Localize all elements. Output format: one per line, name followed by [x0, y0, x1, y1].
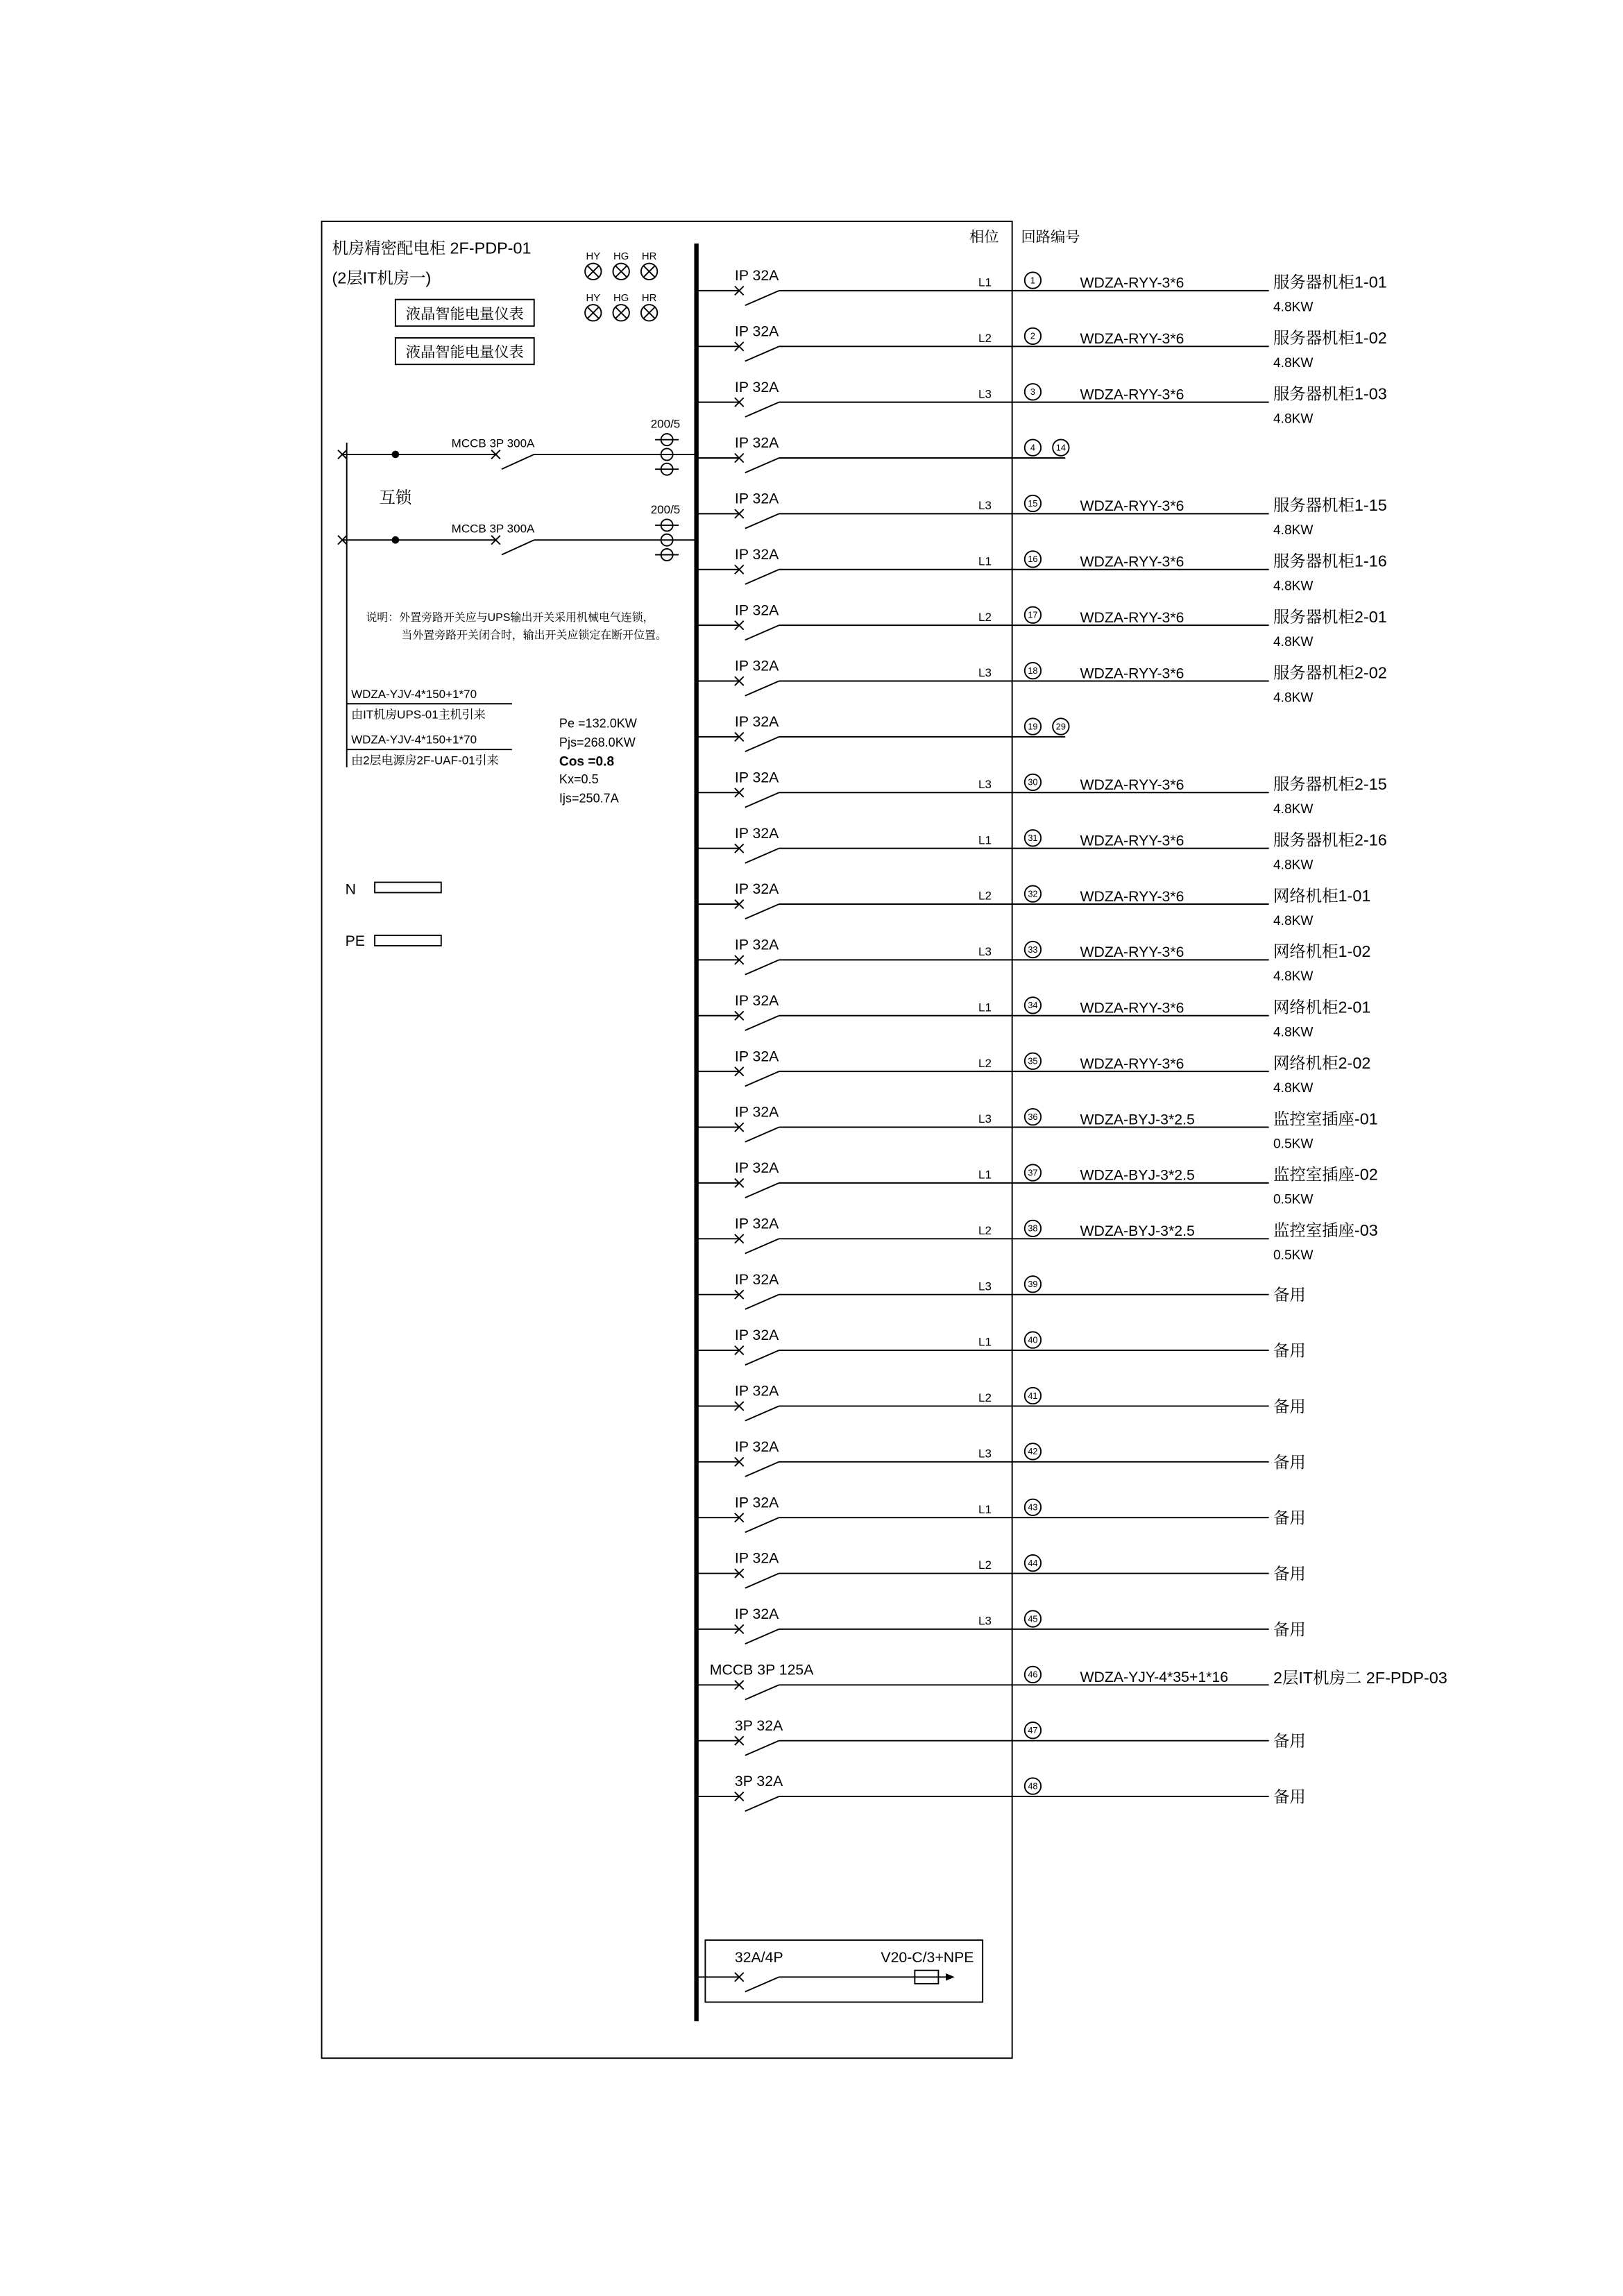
circuit-row	[697, 825, 1387, 873]
breaker-moving-contact	[745, 1071, 779, 1086]
lamp-cross-mark	[615, 307, 627, 318]
breaker-label: IP 32A	[734, 1215, 779, 1232]
circuit-number: 37	[1028, 1167, 1038, 1178]
breaker-moving-contact	[745, 960, 779, 974]
breaker-label: IP 32A	[734, 769, 779, 786]
phase-column-header: 相位	[969, 228, 999, 246]
phase-label: L2	[978, 610, 992, 624]
circuit-number: 2	[1030, 330, 1035, 341]
breaker-moving-contact	[502, 454, 534, 469]
phase-label: L1	[978, 554, 992, 568]
incoming-breaker-label: MCCB 3P 300A	[451, 522, 535, 536]
load-name: 网络机柜1-02	[1273, 942, 1371, 961]
breaker-moving-contact	[745, 625, 779, 640]
load-power: 4.8KW	[1273, 690, 1314, 706]
breaker-label: 3P 32A	[734, 1717, 783, 1734]
phase-label: L2	[978, 1391, 992, 1405]
lamp-cross-mark	[615, 266, 627, 278]
circuit-number: 3	[1030, 386, 1035, 398]
load-name: 网络机柜2-01	[1273, 998, 1371, 1017]
load-calc-cos: Cos =0.8	[559, 754, 615, 769]
circuit-row	[697, 546, 1387, 594]
circuit-number: 19	[1028, 721, 1038, 732]
circuit-row	[697, 1717, 1306, 1755]
breaker-moving-contact	[745, 1239, 779, 1253]
circuit-number: 31	[1028, 833, 1038, 844]
breaker-moving-contact	[502, 540, 534, 554]
load-name: 服务器机柜1-02	[1273, 329, 1387, 348]
breaker-label: IP 32A	[734, 1438, 779, 1455]
load-name: 备用	[1273, 1565, 1306, 1583]
circuit-number: 45	[1028, 1613, 1038, 1624]
cable-type: WDZA-RYY-3*6	[1080, 832, 1184, 849]
lamp-cross-mark	[643, 266, 655, 278]
load-name: 监控室插座-02	[1273, 1165, 1378, 1184]
load-name: 服务器机柜1-16	[1273, 552, 1387, 570]
power-meters	[396, 300, 534, 365]
phase-label: L3	[978, 387, 992, 401]
load-name: 监控室插座-03	[1273, 1221, 1378, 1240]
load-power: 4.8KW	[1273, 913, 1314, 928]
incoming-cable-type: WDZA-YJV-4*150+1*70	[351, 733, 477, 747]
breaker-moving-contact	[745, 1406, 779, 1420]
circuit-number: 44	[1028, 1557, 1038, 1568]
circuit-row	[697, 1271, 1306, 1309]
pe-bar	[375, 935, 441, 946]
load-name: 备用	[1273, 1397, 1306, 1415]
breaker-label: IP 32A	[734, 267, 779, 284]
cable-type: WDZA-RYY-3*6	[1080, 944, 1184, 961]
circuit-row	[697, 1606, 1306, 1644]
cable-type: WDZA-RYY-3*6	[1080, 498, 1184, 515]
surge-arrester-arrow	[946, 1973, 955, 1981]
load-name: 服务器机柜2-02	[1273, 663, 1387, 682]
load-power: 0.5KW	[1273, 1192, 1314, 1207]
incoming-feeders	[338, 418, 697, 767]
cable-type: WDZA-RYY-3*6	[1080, 1055, 1184, 1072]
breaker-label: IP 32A	[734, 1606, 779, 1623]
phase-label: L1	[978, 1335, 992, 1349]
circuit-number: 47	[1028, 1725, 1038, 1736]
phase-label: L2	[978, 331, 992, 345]
lamp-label: HG	[613, 251, 629, 263]
interlock-label: 互锁	[379, 488, 412, 507]
circuit-number: 30	[1028, 776, 1038, 788]
breaker-label: IP 32A	[734, 1103, 779, 1121]
incoming-breaker-label: MCCB 3P 300A	[451, 436, 535, 450]
load-name: 2层IT机房二 2F-PDP-03	[1273, 1669, 1447, 1687]
breaker-moving-contact	[745, 346, 779, 361]
breaker-label: IP 32A	[734, 1270, 779, 1288]
lamp-label: HR	[641, 292, 657, 304]
load-power: 4.8KW	[1273, 634, 1314, 649]
lamp-label: HR	[641, 251, 657, 263]
load-name: 备用	[1273, 1787, 1306, 1806]
circuit-row	[697, 1215, 1378, 1263]
breaker-moving-contact	[745, 1517, 779, 1532]
phase-label: L2	[978, 1223, 992, 1237]
current-transformer-label: 200/5	[650, 417, 681, 431]
load-power: 4.8KW	[1273, 802, 1314, 817]
load-name: 备用	[1273, 1732, 1306, 1751]
circuit-row	[697, 323, 1387, 371]
lamp-label: HY	[586, 292, 601, 304]
load-power: 0.5KW	[1273, 1248, 1314, 1264]
breaker-moving-contact	[745, 570, 779, 584]
breaker-moving-contact	[745, 1128, 779, 1142]
circuit-number: 40	[1028, 1334, 1038, 1345]
cable-type: WDZA-RYY-3*6	[1080, 609, 1184, 626]
circuit-number: 32	[1028, 888, 1038, 899]
panel-frame	[322, 221, 1012, 2058]
circuit-row	[697, 1104, 1378, 1152]
circuit-row	[697, 1661, 1447, 1699]
phase-label: L1	[978, 275, 992, 289]
breaker-label: IP 32A	[734, 1382, 779, 1400]
phase-label: L3	[978, 499, 992, 513]
load-calc-ijs: Ijs=250.7A	[559, 791, 619, 806]
breaker-label: IP 32A	[734, 1327, 779, 1344]
circuit-number: 17	[1028, 609, 1038, 620]
phase-label: L1	[978, 833, 992, 847]
circuit-number-column-header: 回路编号	[1021, 228, 1080, 246]
lamp-cross-mark	[588, 266, 600, 278]
load-name: 服务器机柜2-16	[1273, 831, 1387, 849]
breaker-label: IP 32A	[734, 881, 779, 898]
panel-title: 机房精密配电柜 2F-PDP-01	[332, 239, 532, 257]
phase-label: L3	[978, 1112, 992, 1126]
load-calc-pjs: Pjs=268.0KW	[559, 735, 636, 749]
spd-breaker-moving-contact	[745, 1977, 779, 1991]
circuit-row	[697, 602, 1387, 649]
breaker-moving-contact	[745, 681, 779, 696]
breaker-label: IP 32A	[734, 657, 779, 674]
lamp-label: HG	[613, 292, 629, 304]
breaker-label: IP 32A	[734, 936, 779, 953]
load-name: 服务器机柜2-15	[1273, 775, 1387, 794]
load-power: 4.8KW	[1273, 1025, 1314, 1040]
spd-model-label: V20-C/3+NPE	[881, 1949, 974, 1966]
circuit-row	[697, 992, 1371, 1040]
incoming-source: 由IT机房UPS-01主机引来	[351, 708, 486, 722]
load-calc-pe: Pe =132.0KW	[559, 716, 637, 731]
phase-label: L3	[978, 777, 992, 791]
circuit-row	[697, 713, 1069, 751]
circuit-number: 16	[1028, 554, 1038, 565]
breaker-moving-contact	[745, 1016, 779, 1030]
load-name: 备用	[1273, 1508, 1306, 1527]
note-line-1: 说明：外置旁路开关应与UPS输出开关采用机械电气连锁，	[366, 612, 654, 624]
breaker-moving-contact	[745, 1462, 779, 1477]
load-power: 0.5KW	[1273, 1137, 1314, 1152]
breaker-label: IP 32A	[734, 602, 779, 619]
breaker-moving-contact	[745, 402, 779, 417]
load-name: 网络机柜2-02	[1273, 1053, 1371, 1072]
load-power: 4.8KW	[1273, 523, 1314, 538]
load-calc-kx: Kx=0.5	[559, 772, 599, 787]
circuit-row	[697, 491, 1387, 538]
breaker-label: IP 32A	[734, 1494, 779, 1511]
load-power: 4.8KW	[1273, 579, 1314, 594]
circuit-number: 4	[1030, 442, 1035, 453]
breaker-moving-contact	[745, 1350, 779, 1365]
circuit-row	[697, 267, 1387, 315]
load-power: 4.8KW	[1273, 356, 1314, 371]
circuit-number: 39	[1028, 1279, 1038, 1290]
circuit-row	[697, 1438, 1306, 1477]
phase-label: L1	[978, 1168, 992, 1182]
breaker-label: IP 32A	[734, 323, 779, 340]
incoming-feeder	[338, 418, 697, 722]
circuit-number: 29	[1055, 721, 1066, 732]
breaker-label: IP 32A	[734, 490, 779, 507]
junction-dot	[392, 536, 400, 544]
cable-type: WDZA-BYJ-3*2.5	[1080, 1111, 1195, 1128]
phase-label: L2	[978, 1558, 992, 1572]
load-name: 服务器机柜2-01	[1273, 607, 1387, 626]
current-transformer-label: 200/5	[650, 502, 681, 516]
cable-type: WDZA-RYY-3*6	[1080, 553, 1184, 570]
meter-label: 液晶智能电量仪表	[405, 305, 524, 323]
breaker-moving-contact	[745, 904, 779, 919]
phase-label: L1	[978, 1502, 992, 1516]
circuit-number: 48	[1028, 1780, 1038, 1792]
breaker-moving-contact	[745, 1685, 779, 1699]
load-power: 4.8KW	[1273, 969, 1314, 985]
cable-type: WDZA-RYY-3*6	[1080, 274, 1184, 291]
breaker-moving-contact	[745, 1183, 779, 1198]
breaker-moving-contact	[745, 513, 779, 528]
pe-bar-label: PE	[345, 932, 365, 949]
circuit-row	[697, 769, 1387, 817]
circuit-number: 15	[1028, 498, 1038, 509]
breaker-label: IP 32A	[734, 713, 779, 731]
load-name: 备用	[1273, 1620, 1306, 1639]
load-name: 监控室插座-01	[1273, 1109, 1378, 1128]
phase-label: L3	[978, 666, 992, 680]
junction-dot	[392, 451, 400, 459]
breaker-label: IP 32A	[734, 1549, 779, 1567]
neutral-bar	[375, 883, 441, 893]
cable-type: WDZA-BYJ-3*2.5	[1080, 1166, 1195, 1184]
circuit-row	[697, 658, 1387, 706]
load-name: 服务器机柜1-01	[1273, 273, 1387, 291]
cable-type: WDZA-YJY-4*35+1*16	[1080, 1669, 1229, 1686]
circuit-number: 35	[1028, 1055, 1038, 1066]
breaker-label: IP 32A	[734, 1159, 779, 1177]
circuit-row	[697, 1159, 1378, 1207]
phase-label: L2	[978, 1056, 992, 1070]
load-name: 备用	[1273, 1453, 1306, 1472]
incoming-source: 由2层电源房2F-UAF-01引来	[351, 754, 499, 767]
cable-type: WDZA-RYY-3*6	[1080, 887, 1184, 905]
lamp-label: HY	[586, 251, 601, 263]
breaker-label: 3P 32A	[734, 1773, 783, 1790]
circuit-row	[697, 434, 1069, 473]
phase-label: L2	[978, 889, 992, 903]
circuit-number: 43	[1028, 1502, 1038, 1513]
circuit-row	[697, 1383, 1306, 1421]
breaker-label: IP 32A	[734, 434, 779, 452]
breaker-moving-contact	[745, 1574, 779, 1588]
surge-protector-unit	[697, 1940, 983, 2002]
load-name: 备用	[1273, 1341, 1306, 1360]
circuit-number: 1	[1030, 275, 1035, 286]
circuit-number: 41	[1028, 1390, 1038, 1401]
load-name: 服务器机柜1-03	[1273, 384, 1387, 403]
phase-label: L3	[978, 945, 992, 959]
circuit-number: 46	[1028, 1669, 1038, 1680]
circuit-row	[697, 1327, 1306, 1365]
indicator-lamps	[585, 251, 657, 321]
breaker-label: IP 32A	[734, 1048, 779, 1065]
phase-label: L3	[978, 1614, 992, 1628]
circuit-number: 14	[1055, 442, 1066, 453]
load-power: 4.8KW	[1273, 300, 1314, 315]
circuit-row	[697, 937, 1371, 985]
incoming-cable-type: WDZA-YJV-4*150+1*70	[351, 687, 477, 701]
breaker-label: MCCB 3P 125A	[709, 1661, 814, 1678]
cable-type: WDZA-RYY-3*6	[1080, 999, 1184, 1017]
circuit-number: 33	[1028, 944, 1038, 955]
breaker-moving-contact	[745, 1741, 779, 1755]
load-name: 网络机柜1-01	[1273, 886, 1371, 905]
load-name: 服务器机柜1-15	[1273, 496, 1387, 515]
breaker-moving-contact	[745, 458, 779, 473]
breaker-label: IP 32A	[734, 545, 779, 563]
cable-type: WDZA-RYY-3*6	[1080, 776, 1184, 794]
load-power: 4.8KW	[1273, 858, 1314, 873]
breaker-moving-contact	[745, 1796, 779, 1811]
breaker-moving-contact	[745, 849, 779, 863]
circuit-row	[697, 1048, 1371, 1096]
circuit-row	[697, 1494, 1306, 1532]
cable-type: WDZA-RYY-3*6	[1080, 330, 1184, 348]
circuit-number: 42	[1028, 1446, 1038, 1457]
outgoing-circuits	[697, 267, 1447, 1811]
breaker-moving-contact	[745, 1295, 779, 1309]
phase-label: L3	[978, 1279, 992, 1293]
lamp-cross-mark	[588, 307, 600, 318]
circuit-row	[697, 1550, 1306, 1588]
lamp-cross-mark	[643, 307, 655, 318]
phase-label: L3	[978, 1447, 992, 1461]
load-power: 4.8KW	[1273, 1080, 1314, 1096]
breaker-moving-contact	[745, 737, 779, 751]
panel-subtitle: (2层IT机房一)	[332, 269, 432, 287]
circuit-number: 38	[1028, 1223, 1038, 1234]
cable-type: WDZA-RYY-3*6	[1080, 386, 1184, 403]
circuit-number: 34	[1028, 1000, 1038, 1011]
circuit-row	[697, 881, 1371, 928]
cable-type: WDZA-BYJ-3*2.5	[1080, 1223, 1195, 1240]
breaker-label: IP 32A	[734, 378, 779, 396]
circuit-row	[697, 379, 1387, 427]
meter-label: 液晶智能电量仪表	[405, 343, 524, 361]
breaker-label: IP 32A	[734, 824, 779, 842]
spd-breaker-label: 32A/4P	[734, 1949, 783, 1966]
load-power: 4.8KW	[1273, 411, 1314, 427]
circuit-row	[697, 1773, 1306, 1811]
breaker-label: IP 32A	[734, 992, 779, 1009]
circuit-number: 36	[1028, 1111, 1038, 1122]
circuit-number: 18	[1028, 665, 1038, 676]
phase-label: L1	[978, 1001, 992, 1014]
cable-type: WDZA-RYY-3*6	[1080, 665, 1184, 682]
neutral-bar-label: N	[345, 881, 356, 898]
breaker-moving-contact	[745, 291, 779, 305]
note-line-2: 当外置旁路开关闭合时，输出开关应锁定在断开位置。	[401, 629, 667, 642]
breaker-moving-contact	[745, 1629, 779, 1644]
load-name: 备用	[1273, 1286, 1306, 1304]
breaker-moving-contact	[745, 792, 779, 807]
